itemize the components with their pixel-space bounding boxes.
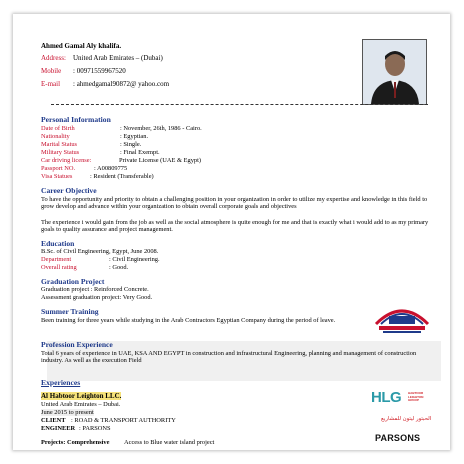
graduation-project-line: Graduation project : Reinforced Concrete. <box>41 286 149 293</box>
company-name: Al Habtoor Leighton LLC. <box>41 392 122 400</box>
profession-experience-heading: Profession Experience <box>41 340 113 349</box>
military-label: Military Status <box>41 149 80 156</box>
projects-label: Projects: Comprehensive <box>41 439 110 446</box>
visa-label: Visa Statues <box>41 173 73 180</box>
profile-photo-image <box>363 40 426 104</box>
summer-training-heading: Summer Training <box>41 307 99 316</box>
profession-experience-text: Total 6 years of experience in UAE, KSA AND EGYPT in construction and infrastructural Engineering, planning and management of construction industry. As well as the execution Field <box>41 350 417 365</box>
career-experience-text: The experience i would gain from the job as well as the social atmosphere is quite enough for me and that is exactly what i would add to as my primary goals to quality assurance and project management. <box>41 219 429 234</box>
license-value: Private License (UAE & Egypt) <box>119 157 201 164</box>
dob-label: Date of Birth <box>41 125 75 132</box>
marital-label: Marital Status <box>41 141 78 148</box>
resume-page <box>13 14 450 450</box>
arabic-company-name: الحبتور ليتون للمشاريع <box>381 416 432 422</box>
projects-value: Access to Blue water island project <box>124 439 215 446</box>
hlg-logo <box>371 389 431 415</box>
candidate-name: Ahmed Gamal Aly khalifa. <box>41 42 122 50</box>
department-label: Department <box>41 256 72 263</box>
marital-value: : Single. <box>120 141 142 148</box>
military-value: : Final Exempt. <box>120 149 160 156</box>
summer-training-text: Been training for three years while studying in the Arab Contractors Egyptian Company during the period of leave. <box>41 317 336 324</box>
personal-info-heading: Personal Information <box>41 115 111 124</box>
department-value: : Civil Engineering. <box>109 256 160 263</box>
career-objective-heading: Career Objective <box>41 186 97 195</box>
mobile-value: : 00971559967520 <box>73 67 126 75</box>
email-value: : ahmedgamal90872@ yahoo.com <box>73 80 170 88</box>
mobile-label: Mobile <box>41 67 62 75</box>
career-objective-text: To have the opportunity and priority to obtain a challenging position in your organization in order to utilize my expertise and knowledge in this field to grow develop and advance within your organization to obtain overall corporate goals and objectives <box>41 196 428 211</box>
email-label: E-mail <box>41 80 61 88</box>
header-divider <box>51 104 428 105</box>
address-value: United Arab Emirates – (Dubai) <box>73 54 163 62</box>
passport-label: Passport NO. <box>41 165 76 172</box>
nationality-label: Nationality <box>41 133 70 140</box>
license-label: Car driving license: <box>41 157 92 164</box>
experiences-heading: Experiences <box>41 378 81 387</box>
graduation-project-heading: Graduation Project <box>41 277 105 286</box>
hlg-logo-text: HLG <box>371 389 402 406</box>
visa-value: : Resident (Transferable) <box>90 173 154 180</box>
address-label: Address: <box>41 54 66 62</box>
arab-contractors-logo <box>373 296 431 336</box>
graduation-assessment-line: Assessment graduation project: Very Good. <box>41 294 153 301</box>
engineer-label: ENGINEER <box>41 425 76 432</box>
passport-value: : A00809775 <box>94 165 128 172</box>
client-label: CLIENT <box>41 417 66 424</box>
company-location: United Arab Emirates – Dubai. <box>41 401 121 408</box>
dob-value: : November, 26th, 1986 - Cairo. <box>120 125 202 132</box>
degree-text: B.Sc. of Civil Engineering, Egypt, June 2008. <box>41 248 159 255</box>
profile-photo <box>362 39 427 105</box>
client-value: : ROAD & TRANSPORT AUTHORITY <box>71 417 176 424</box>
parsons-logo: PARSONS <box>375 433 421 443</box>
overall-rating-value: : Good. <box>109 264 129 271</box>
education-heading: Education <box>41 239 75 248</box>
employment-period: June 2015 to present <box>41 409 94 416</box>
nationality-value: : Egyptian. <box>120 133 149 140</box>
overall-rating-label: Overall rating <box>41 264 77 271</box>
engineer-value: : PARSONS <box>79 425 111 432</box>
hlg-logo-subtext: HABTOOR LEIGHTON GROUP <box>408 391 424 403</box>
